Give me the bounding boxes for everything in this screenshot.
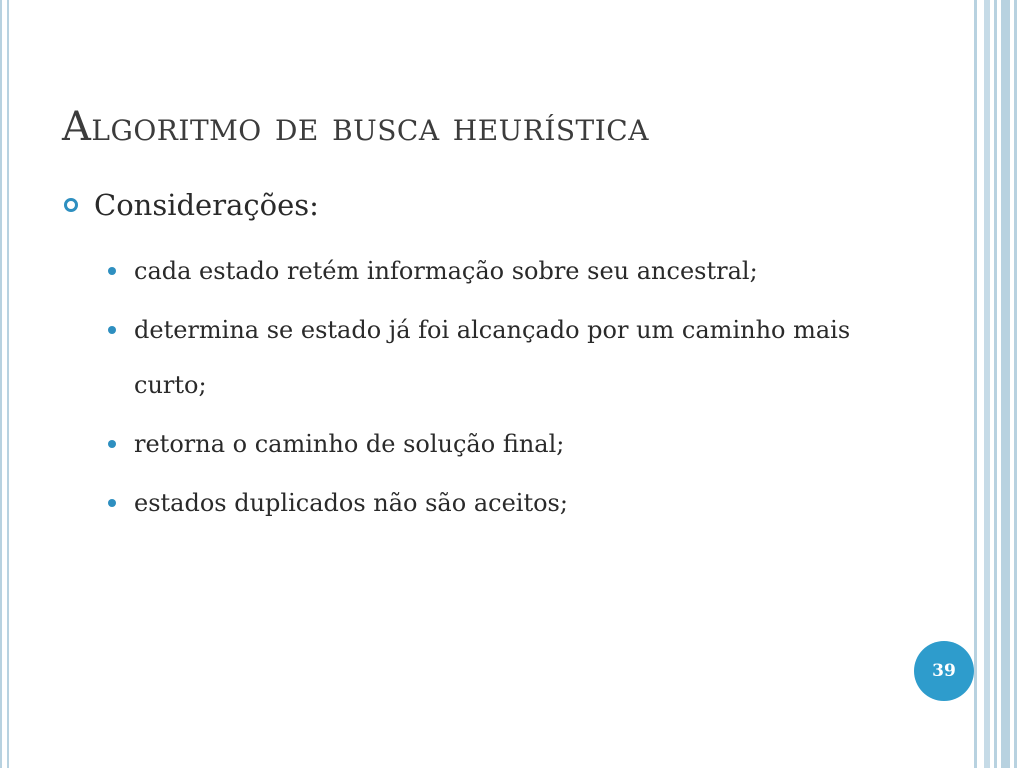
right-border-stripe bbox=[994, 0, 997, 768]
ring-bullet-icon bbox=[64, 198, 78, 212]
dot-bullet-icon bbox=[108, 326, 116, 334]
list-item bbox=[106, 417, 886, 472]
considerations-list bbox=[106, 244, 886, 535]
slide-title: Algoritmo de busca heurística bbox=[62, 104, 649, 150]
list-item-text: estados duplicados não são aceitos; bbox=[134, 489, 568, 517]
list-item bbox=[106, 476, 886, 531]
right-border-stripe bbox=[1014, 0, 1017, 768]
left-decorative-border bbox=[0, 0, 12, 768]
dot-bullet-icon bbox=[108, 499, 116, 507]
dot-bullet-icon bbox=[108, 267, 116, 275]
right-border-stripe bbox=[1001, 0, 1010, 768]
right-decorative-border bbox=[974, 0, 1024, 768]
list-item bbox=[106, 244, 886, 299]
right-border-stripe bbox=[974, 0, 977, 768]
page-number-badge: 39 bbox=[914, 641, 974, 701]
considerations-heading: Considerações: bbox=[94, 188, 319, 222]
left-border-line bbox=[0, 0, 2, 768]
list-item-text: retorna o caminho de solução final; bbox=[134, 430, 565, 458]
list-item-text: cada estado retém informação sobre seu ancestral; bbox=[134, 257, 758, 285]
list-item-text: determina se estado já foi alcançado por um caminho mais curto; bbox=[134, 316, 851, 399]
considerations-item bbox=[64, 188, 319, 222]
right-border-stripe bbox=[984, 0, 990, 768]
left-border-line bbox=[7, 0, 9, 768]
list-item bbox=[106, 303, 886, 413]
dot-bullet-icon bbox=[108, 440, 116, 448]
